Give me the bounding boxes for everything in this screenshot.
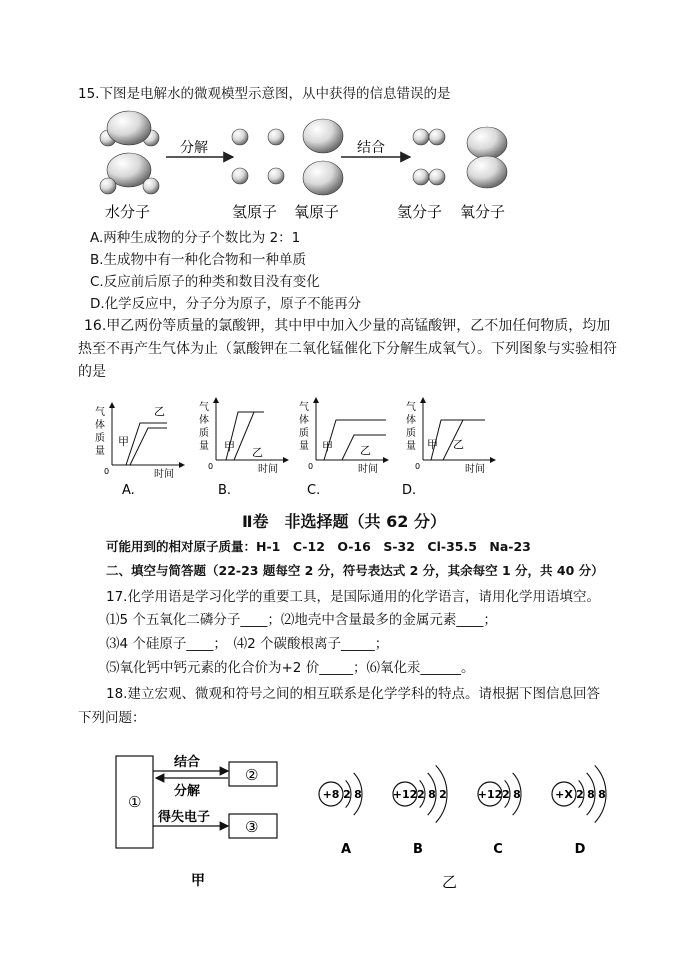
curve-label-yi: 乙: [360, 444, 371, 457]
graph-xlabel: 时间: [258, 464, 278, 475]
q17-stem: 17.化学用语是学习化学的重要工具，是国际通用的化学语言，请用化学用语填空。: [106, 589, 600, 605]
graph-ylabel-char: 体: [406, 415, 416, 426]
q15-option-c: C.反应前后原子的种类和数目没有变化: [90, 274, 320, 290]
q15-option-a: A.两种生成物的分子个数比为 2：1: [90, 230, 301, 246]
q18-stem-line2: 下列问题：: [78, 710, 146, 726]
gain-lose-label: 得失电子: [158, 810, 211, 825]
shell-electron-count: 2: [343, 788, 351, 801]
q16-stem-line3: 的是: [78, 364, 106, 380]
graph-ylabel-char: 量: [406, 441, 416, 452]
box-1-label: ①: [128, 793, 142, 811]
curve-label-jia: 甲: [322, 440, 333, 453]
graph-xlabel: 时间: [465, 464, 485, 475]
arrow-label-combine: 结合: [357, 140, 385, 156]
q17-line3: ⑸氧化钙中钙元素的化合价为+2 价_____；⑹氧化汞______。: [106, 660, 475, 676]
q15-option-b: B.生成物中有一种化合物和一种单质: [90, 252, 307, 268]
curve-label-jia: 甲: [224, 440, 235, 453]
jia-caption: 甲: [191, 873, 205, 889]
atom-letter: A: [340, 842, 352, 857]
shell-electron-count: 2: [502, 788, 510, 801]
box-3-label: ③: [245, 818, 259, 836]
atom-letter: D: [574, 842, 586, 857]
shell-electron-count: 8: [587, 788, 595, 801]
shell-electron-count: 8: [354, 788, 362, 801]
graph-ylabel-char: 量: [299, 441, 309, 452]
graph-ylabel-char: 量: [95, 446, 105, 457]
q17-line2: ⑶4 个硅原子____； ⑷2 个碳酸根离子_____；: [106, 636, 389, 652]
graph-option-letter: B.: [218, 483, 232, 498]
graph-origin: 0: [308, 462, 314, 471]
atom-diagram-a: [319, 773, 362, 857]
graph-ylabel-char: 质: [95, 433, 105, 444]
atom-letter: B: [413, 842, 423, 857]
shell-electron-count: 8: [598, 788, 606, 801]
nucleus-charge: +12: [477, 788, 503, 801]
nucleus-charge: +12: [392, 788, 418, 801]
curve-label-yi: 乙: [154, 405, 165, 418]
shell-electron-count: 2: [417, 788, 425, 801]
graph-ylabel-char: 气: [95, 407, 105, 418]
nucleus-charge: +8: [322, 788, 340, 801]
decompose-label: 分解: [174, 784, 201, 799]
graph-ylabel-char: 量: [199, 441, 209, 452]
q15-option-d: D.化学反应中，分子分为原子，原子不能再分: [90, 296, 362, 312]
graph-ylabel-char: 体: [199, 415, 209, 426]
label-h-atom: 氢原子: [232, 203, 278, 221]
graph-ylabel-char: 体: [299, 415, 309, 426]
part-heading: 二、填空与简答题（22-23 题每空 2 分，符号表达式 2 分，其余每空 1 分，共 40 分）: [106, 563, 604, 578]
label-water-molecule: 水分子: [105, 203, 151, 221]
atom-diagram-b: [393, 765, 447, 857]
q16-stem-line1: 16.甲乙两份等质量的氯酸钾，其中甲中加入少量的高锰酸钾，乙不加任何物质，均加: [84, 318, 611, 334]
q18-stem-line1: 18.建立宏观、微观和符号之间的相互联系是化学学科的特点。请根据下图信息回答: [106, 686, 600, 702]
shell-electron-count: 2: [439, 788, 447, 801]
arrow-label-decompose: 分解: [180, 140, 208, 156]
graph-option-letter: A.: [122, 483, 135, 498]
graph-option-letter: C.: [307, 483, 321, 498]
atom-diagram-c: [478, 773, 521, 857]
graph-xlabel: 时间: [358, 464, 378, 475]
graph-ylabel-char: 质: [299, 428, 309, 439]
graph-origin: 0: [208, 462, 214, 471]
curve-label-yi: 乙: [453, 438, 464, 451]
atom-diagram-d: [552, 765, 606, 857]
graph-ylabel-char: 体: [95, 420, 105, 431]
graph-ylabel-char: 气: [199, 402, 209, 413]
q15-stem: 15.下图是电解水的微观模型示意图，从中获得的信息错误的是: [78, 86, 451, 102]
combine-label: 结合: [174, 755, 201, 770]
graph-option-letter: D.: [402, 483, 417, 498]
yi-caption: 乙: [442, 873, 458, 891]
graph-ylabel-char: 气: [406, 402, 416, 413]
graph-ylabel-char: 质: [406, 428, 416, 439]
section-title: Ⅱ卷 非选择题（共 62 分）: [242, 512, 446, 531]
label-h2-molecule: 氢分子: [397, 203, 443, 221]
curve-label-jia: 甲: [118, 435, 129, 448]
graph-xlabel: 时间: [154, 469, 174, 480]
graph-origin: 0: [415, 462, 421, 471]
atom-letter: C: [493, 842, 503, 857]
graph-ylabel-char: 气: [299, 402, 309, 413]
label-o2-molecule: 氧分子: [460, 203, 506, 221]
shell-electron-count: 8: [513, 788, 521, 801]
atomic-masses: 可能用到的相对原子质量：H-1 C-12 O-16 S-32 Cl-35.5 Na-23: [106, 539, 531, 554]
graph-ylabel-char: 质: [199, 428, 209, 439]
label-o-atom: 氧原子: [294, 203, 340, 221]
q17-line1: ⑴5 个五氧化二磷分子____；⑵地壳中含量最多的金属元素____；: [106, 612, 497, 628]
nucleus-charge: +X: [555, 788, 573, 801]
graph-origin: 0: [104, 467, 110, 476]
curve-label-jia: 甲: [427, 438, 438, 451]
curve-label-yi: 乙: [252, 446, 263, 459]
shell-electron-count: 8: [428, 788, 436, 801]
q16-stem-line2: 热至不再产生气体为止（氯酸钾在二氧化锰催化下分解生成氧气）。下列图象与实验相符: [78, 341, 617, 357]
box-2-label: ②: [245, 766, 259, 784]
shell-electron-count: 2: [576, 788, 584, 801]
